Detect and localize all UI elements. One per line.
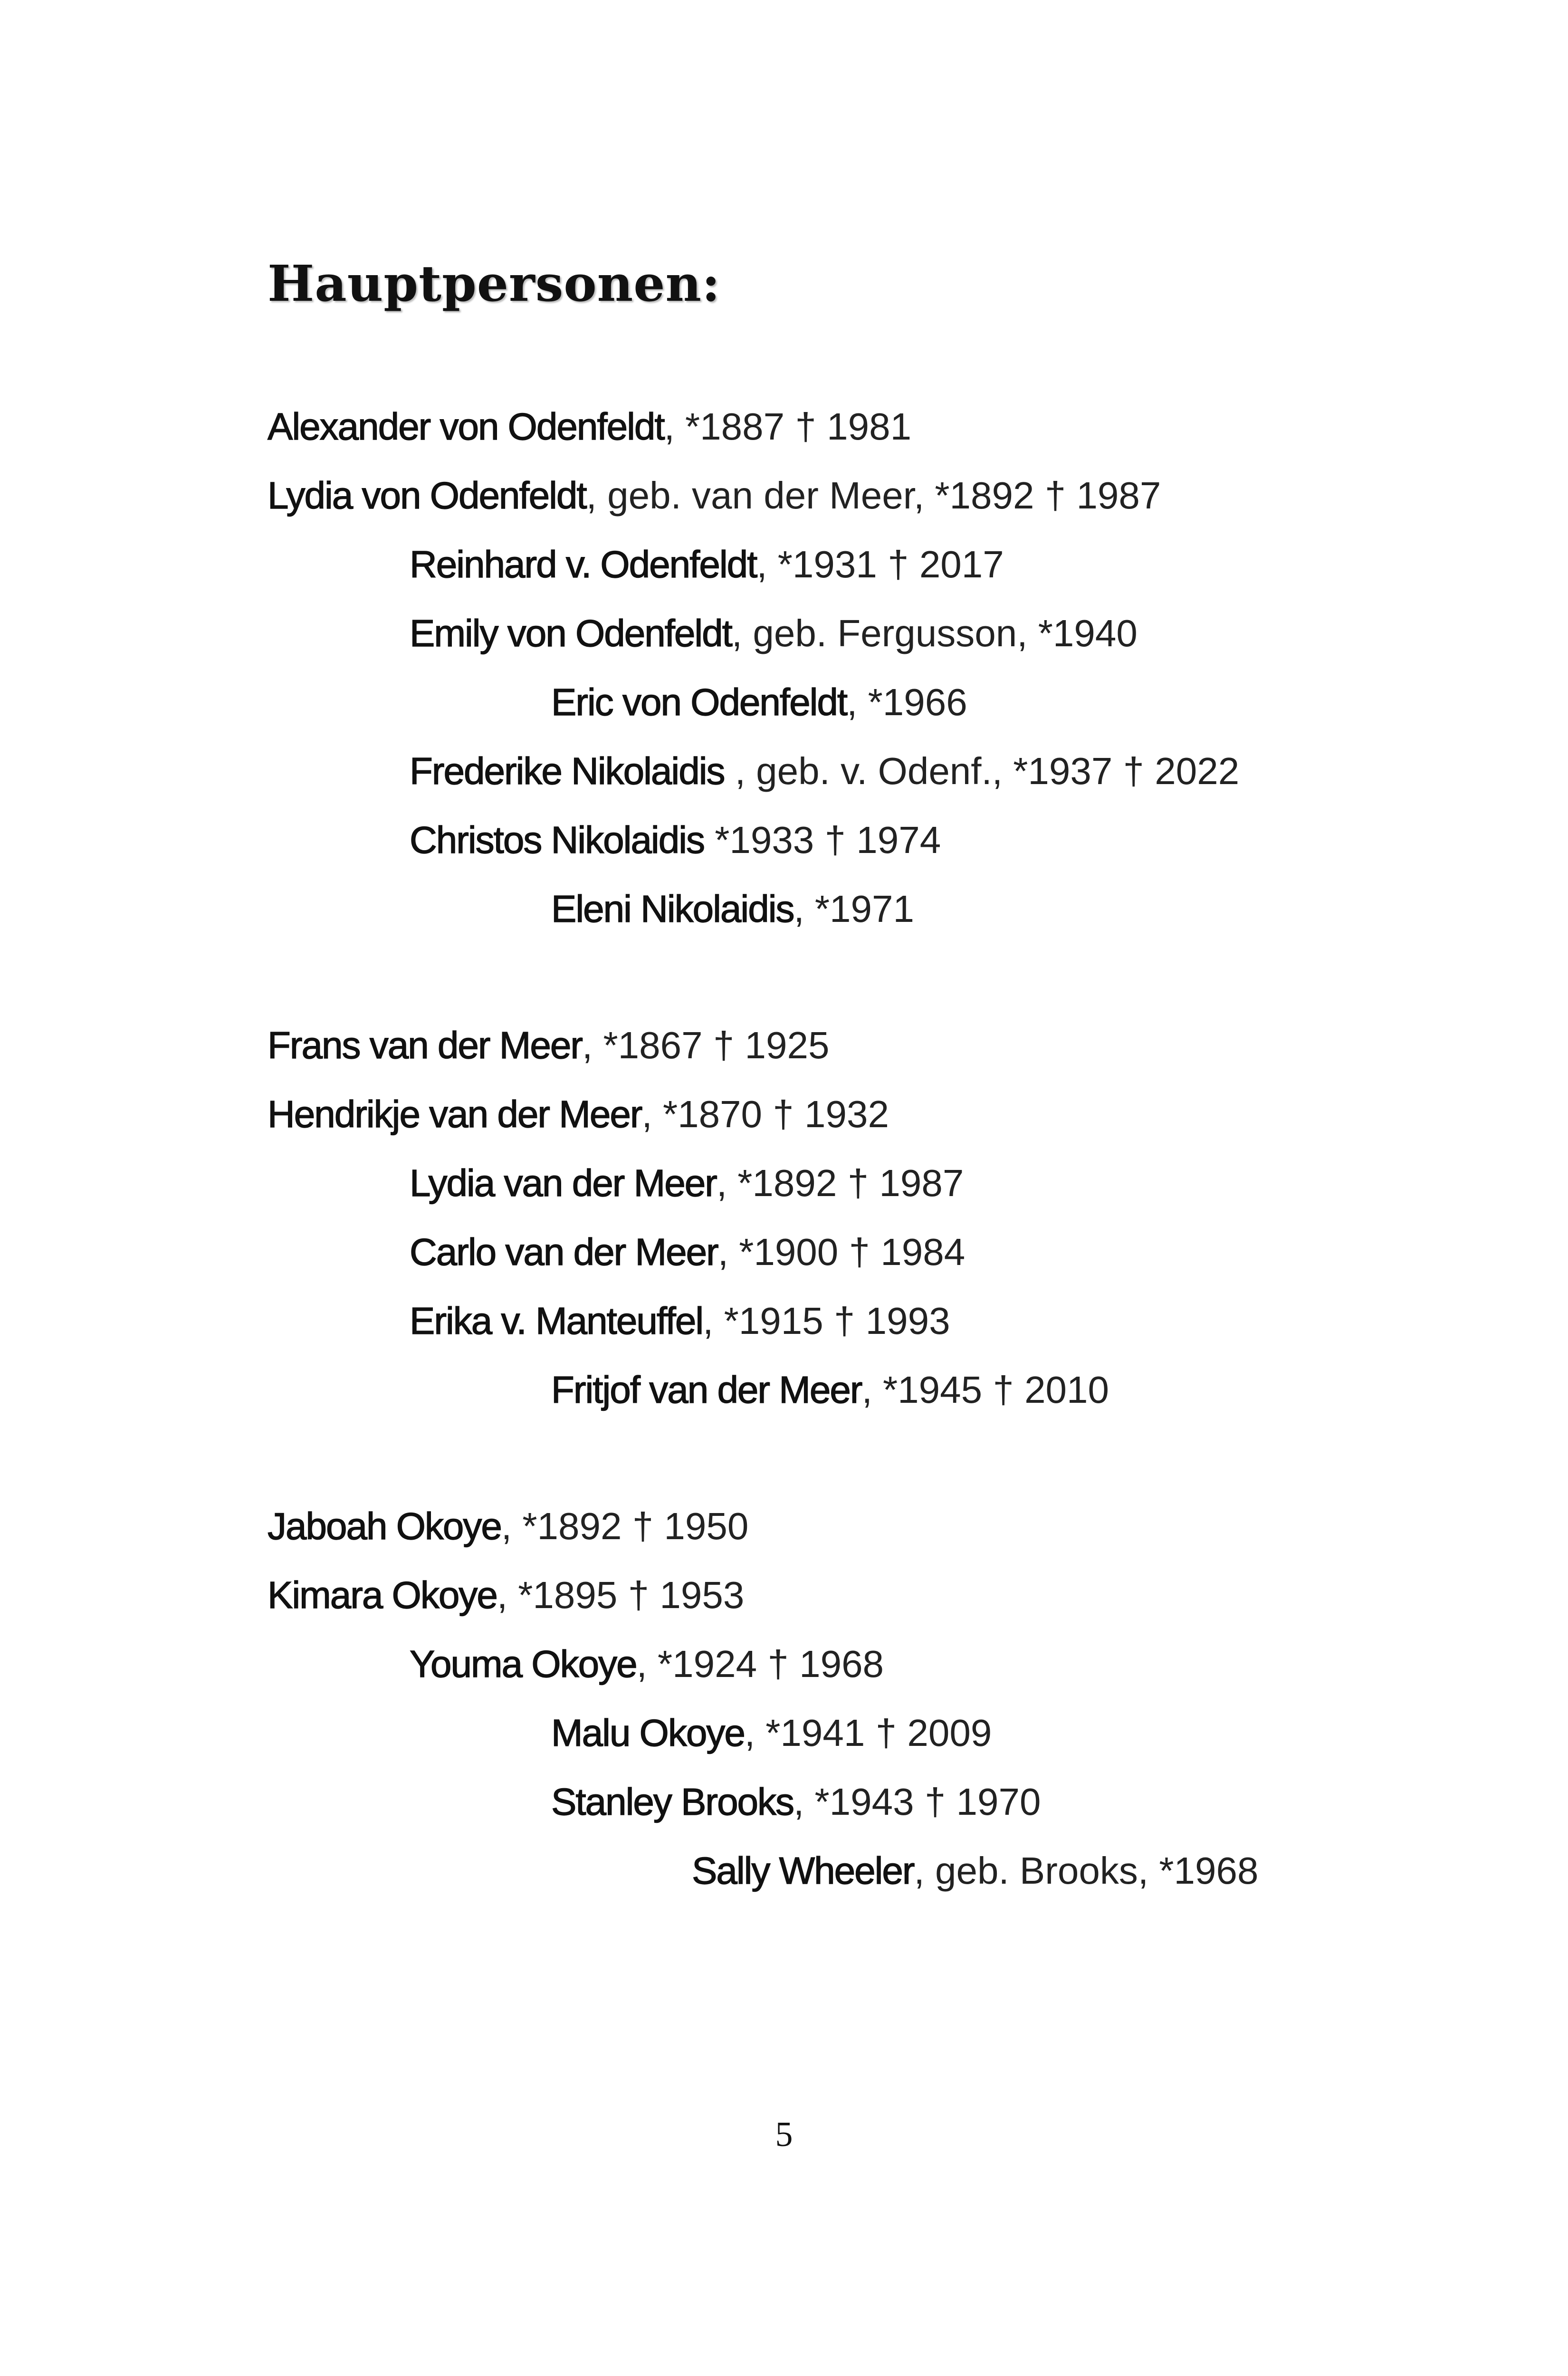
person-name: Lydia van der Meer [410,1162,717,1204]
person-name: Fritjof van der Meer [551,1369,862,1411]
person-name: Reinhard v. Odenfeldt [410,543,757,585]
person-name: Kimara Okoye [268,1574,497,1616]
person-entry [268,1640,1360,1709]
person-dates: , *1971 [794,888,915,930]
person-name: Frans van der Meer [268,1024,583,1066]
person-name: Christos Nikolaidis [410,819,704,861]
family-group-van-der-meer [268,1022,1360,1435]
person-name: Sally Wheeler [692,1849,914,1892]
person-entry [268,747,1360,816]
person-dates: , geb. Brooks, *1968 [914,1849,1259,1892]
person-dates: , *1887 † 1981 [664,405,912,448]
person-dates: , *1966 [847,681,967,723]
person-dates: , geb. Fergusson, *1940 [731,612,1138,654]
person-name: Stanley Brooks [551,1781,794,1823]
person-entry [268,1571,1360,1640]
page-heading: Hauptpersonen: [268,254,721,313]
person-entry [268,1091,1360,1159]
person-entry [268,1503,1360,1571]
person-entry [268,1022,1360,1091]
person-name: Youma Okoye [410,1643,637,1685]
person-name: Jaboah Okoye [268,1505,501,1547]
person-entry [268,403,1360,472]
person-dates: , *1867 † 1925 [582,1024,830,1066]
person-name: Eric von Odenfeldt [551,681,847,723]
person-dates: , geb. van der Meer, *1892 † 1987 [586,474,1161,517]
person-dates: , *1895 † 1953 [497,1574,745,1616]
person-name: Eleni Nikolaidis [551,888,794,930]
person-dates: , *1892 † 1987 [716,1162,964,1204]
person-name: Erika v. Manteuffel [410,1300,703,1342]
person-entry [268,1709,1360,1778]
person-entry [268,1366,1360,1435]
person-entry [268,1847,1360,1916]
family-group-odenfeldt [268,403,1360,954]
person-entry [268,1297,1360,1366]
person-dates: , *1941 † 2009 [744,1712,992,1754]
person-entry [268,816,1360,885]
person-dates: , *1945 † 2010 [861,1369,1109,1411]
person-name: Alexander von Odenfeldt [268,405,664,448]
person-dates: , geb. v. Odenf., *1937 † 2022 [724,750,1240,792]
person-dates: , *1892 † 1950 [501,1505,749,1547]
person-entry [268,541,1360,610]
person-dates: , *1900 † 1984 [717,1231,966,1273]
person-entry [268,1228,1360,1297]
person-name: Malu Okoye [551,1712,745,1754]
person-dates: *1933 † 1974 [704,819,941,861]
family-group-okoye [268,1503,1360,1916]
person-entry [268,885,1360,954]
person-dates: , *1924 † 1968 [636,1643,884,1685]
person-dates: , *1870 † 1932 [641,1093,889,1135]
person-name: Hendrikje van der Meer [268,1093,642,1135]
person-entry [268,679,1360,747]
person-entry [268,1778,1360,1847]
person-dates: , *1943 † 1970 [794,1781,1041,1823]
person-name: Emily von Odenfeldt [410,612,732,654]
person-entry [268,472,1360,541]
person-name: Carlo van der Meer [410,1231,718,1273]
person-dates: , *1931 † 2017 [756,543,1004,585]
page-number: 5 [775,2115,793,2154]
person-dates: , *1915 † 1993 [703,1300,950,1342]
person-name: Lydia von Odenfeldt [268,474,586,517]
person-name: Frederike Nikolaidis [410,750,725,792]
person-entry [268,1159,1360,1228]
person-entry [268,610,1360,679]
